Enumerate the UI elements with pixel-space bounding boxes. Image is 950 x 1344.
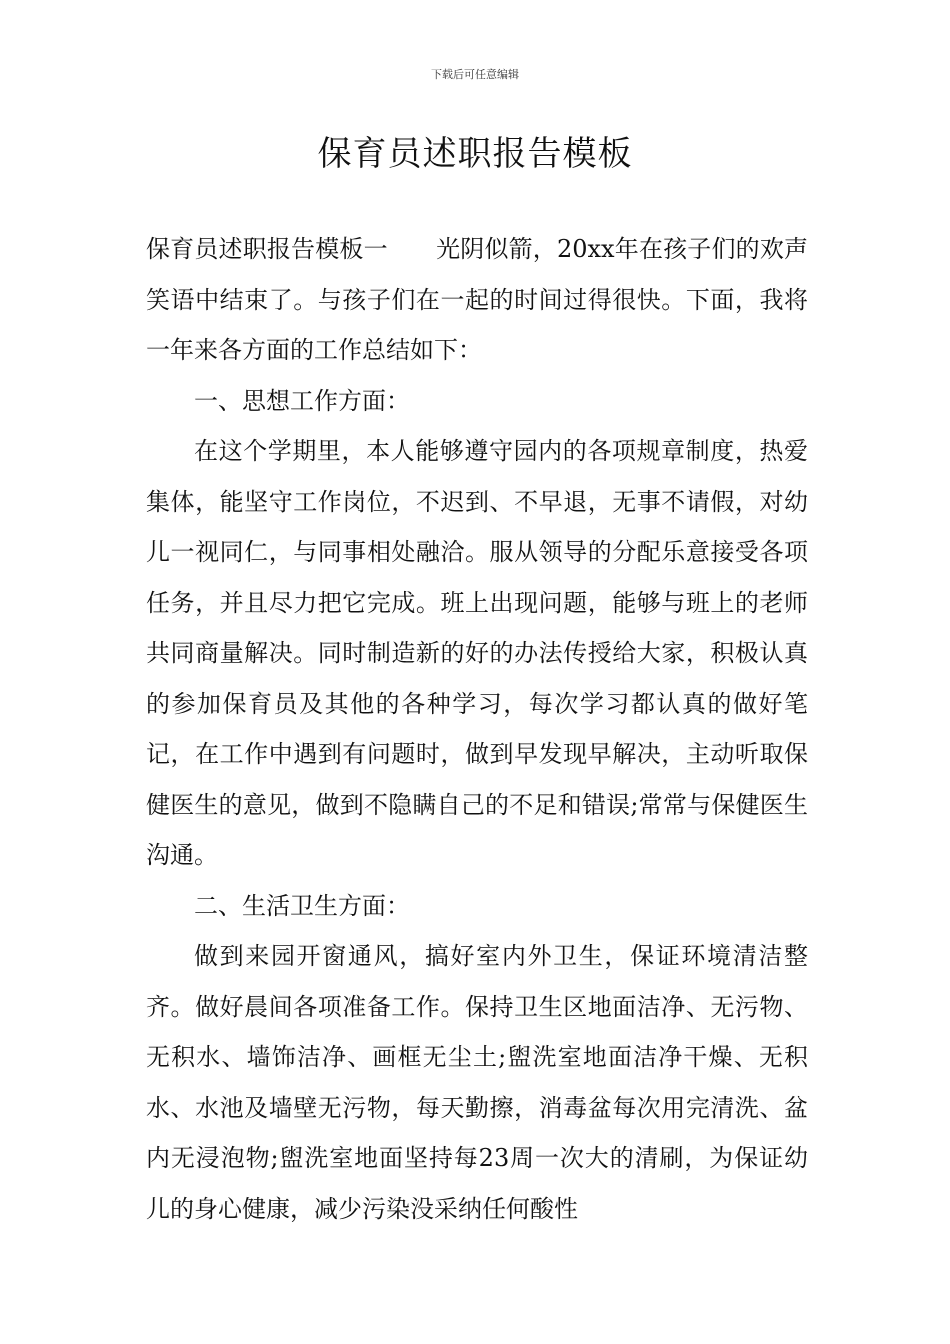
- document-title: 保育员述职报告模板: [317, 134, 633, 174]
- paragraph-hygiene: 做到来园开窗通风，搞好室内外卫生，保证环境清洁整齐。做好晨间各项准备工作。保持卫生区地面洁净、无污物、无积水、墙饰洁净、画框无尘土;盥洗室地面洁净干燥、无积水、水池及墙壁无污物，每天勤擦，消毒盆每次用完清洗、盆内无浸泡物;盥洗室地面坚持每23周一次大的清刷，为保证幼儿的身心健康，减少污染没采纳任何酸性: [146, 942, 808, 1223]
- paragraph-thought-work: 在这个学期里，本人能够遵守园内的各项规章制度，热爱集体，能坚守工作岗位，不迟到、不早退，无事不请假，对幼儿一视同仁，与同事相处融洽。服从领导的分配乐意接受各项任务，并且尽力把它完成。班上出现问题，能够与班上的老师共同商量解决。同时制造新的好的办法传授给大家，积极认真的参加保育员及其他的各种学习，每次学习都认真的做好笔记，在工作中遇到有问题时，做到早发现早解决，主动听取保健医生的意见，做到不隐瞒自己的不足和错误;常常与保健医生沟通。: [146, 437, 808, 869]
- header-note: 下载后可任意编辑: [431, 68, 519, 81]
- paragraph-intro: 保育员述职报告模板一 光阴似箭，20xx年在孩子们的欢声笑语中结束了。与孩子们在一起的时间过得很快。下面，我将一年来各方面的工作总结如下：: [146, 235, 808, 364]
- section-heading-thought-work: 一、思想工作方面：: [194, 386, 410, 415]
- section-heading-hygiene: 二、生活卫生方面：: [194, 891, 410, 920]
- document-body: [146, 224, 808, 1234]
